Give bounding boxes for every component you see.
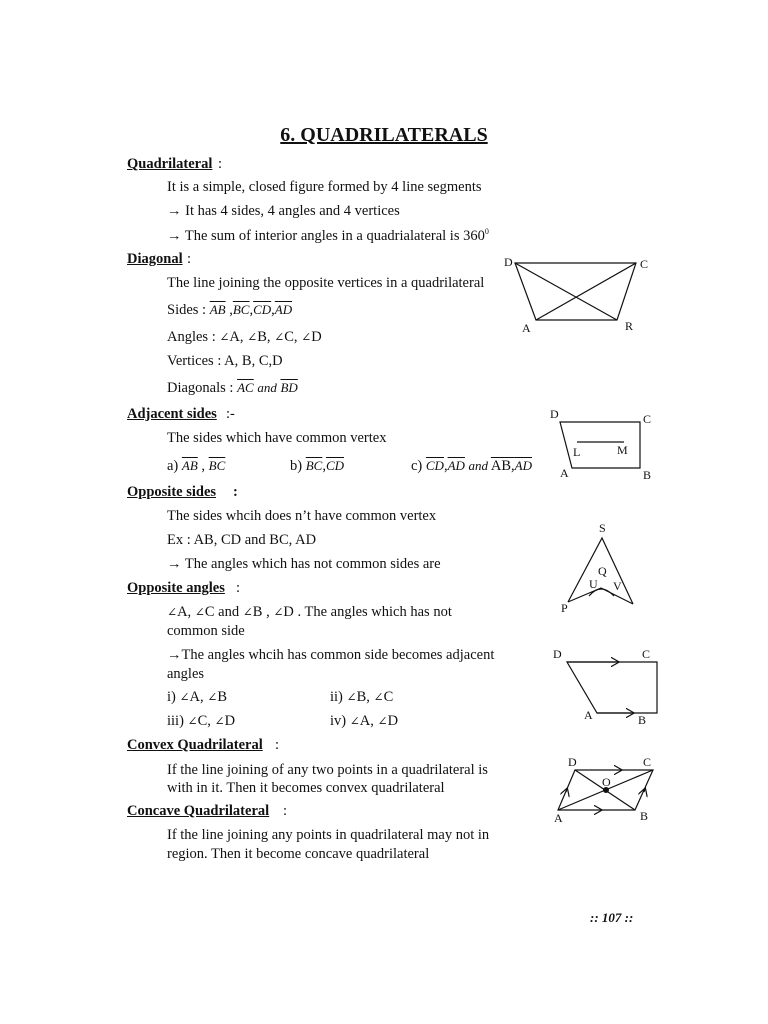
fig1-label-a: A [522, 321, 531, 335]
adjacent-example-a: a) $\overline{AB}$ , $\overline{BC}$ [167, 458, 226, 474]
angle-icon: ∠ [301, 330, 312, 344]
angle-icon: ∠ [207, 690, 218, 704]
heading-colon: : [236, 580, 241, 596]
concave-line-2: region. Then it become concave quadrilateral [167, 846, 430, 862]
heading-colon: : [187, 251, 192, 267]
angle-icon: ∠ [167, 605, 178, 619]
heading-colon: : [233, 484, 238, 500]
heading-opposite-sides: Opposite sides [127, 484, 217, 500]
angle-pair-i: i) ∠A, ∠B [167, 689, 228, 705]
heading-colon: : [283, 803, 288, 819]
fig3-label-q: Q [598, 564, 607, 578]
angle-icon: ∠ [179, 690, 190, 704]
angle-icon: ∠ [274, 330, 285, 344]
opposite-sides-example: Ex : AB, CD and BC, AD [167, 532, 317, 548]
angle-icon: ∠ [242, 605, 253, 619]
fig5-label-a: A [554, 811, 563, 825]
concave-line-1: If the line joining any points in quadrilateral may not in [167, 827, 490, 843]
diagonal-diagonals: Diagonals : $\overline{AC}$ and $\overline{BD}$ [167, 380, 298, 396]
fig5-label-c: C [643, 755, 652, 769]
fig2-label-b: B [643, 468, 652, 482]
angle-icon: ∠ [349, 714, 360, 728]
convex-line-1: If the line joining of any two points in a quadrilateral is [167, 762, 488, 778]
fig5-label-b: B [640, 809, 649, 823]
opposite-angles-note-1: →The angles whcih has common side becomes adjacent [167, 647, 495, 663]
heading-colon: : [275, 737, 280, 753]
opposite-sides-def: The sides whcih does n’t have common vertex [167, 508, 437, 524]
angle-pair-iv: iv) ∠A, ∠D [330, 713, 399, 729]
fig4-label-d: D [553, 647, 562, 661]
heading-suffix: :- [226, 406, 235, 422]
fig1-label-d: D [504, 255, 513, 269]
angle-icon: ∠ [219, 330, 230, 344]
opposite-angles-line-1: ∠A, ∠C and ∠B , ∠D . The angles which has not [167, 604, 452, 620]
angle-icon: ∠ [273, 605, 284, 619]
fig1-label-r: R [625, 319, 634, 333]
quad-line-1: It is a simple, closed figure formed by 4 line segments [167, 179, 482, 195]
heading-concave: Concave Quadrilateral [127, 803, 270, 819]
fig3-label-v: V [613, 579, 622, 593]
heading-colon: : [218, 156, 223, 172]
opposite-sides-note: → The angles which has not common sides are [167, 556, 441, 572]
fig4-label-c: C [642, 647, 651, 661]
opposite-angles-line-2: common side [167, 623, 245, 639]
fig4-label-a: A [584, 708, 593, 722]
opposite-angles-note-2: angles [167, 666, 205, 682]
arrow-icon: → [167, 203, 182, 219]
diagonal-def: The line joining the opposite vertices in a quadrilateral [167, 275, 485, 291]
fig2-label-l: L [573, 445, 581, 459]
angle-icon: ∠ [377, 714, 388, 728]
page-title: 6. QUADRILATERALS [280, 124, 488, 146]
diagonal-sides: Sides : $\overline{AB}$ $,\overline{BC},\overline{CD},\overline{AD}$ [167, 302, 293, 318]
angle-pair-iii: iii) ∠C, ∠D [167, 713, 236, 729]
arrow-icon: → [167, 556, 182, 572]
figure-adjacent-sides [560, 422, 640, 468]
angle-icon: ∠ [194, 605, 205, 619]
figure-diagonal-quadrilateral [515, 263, 636, 320]
quad-line-2: → It has 4 sides, 4 angles and 4 vertices [167, 203, 400, 219]
heading-quadrilateral: Quadrilateral [127, 156, 213, 172]
adjacent-example-b: b) $\overline{BC},\overline{CD}$ [290, 458, 345, 474]
angle-icon: ∠ [373, 690, 384, 704]
angle-icon: ∠ [247, 330, 258, 344]
page-number: :: 107 :: [590, 910, 634, 925]
adjacent-def: The sides which have common vertex [167, 430, 387, 446]
angle-icon: ∠ [346, 690, 357, 704]
convex-line-2: with in it. Then it becomes convex quadrilateral [167, 780, 445, 796]
diagonal-angles: Angles : ∠A, ∠B, ∠C, ∠D [167, 329, 322, 345]
fig2-label-d: D [550, 407, 559, 421]
arrow-icon: → [167, 647, 182, 663]
fig3-label-s: S [599, 521, 606, 535]
adjacent-example-c: c) $\overline{CD},\overline{AD}$ and $AB,\overline{AD}$ [411, 458, 532, 474]
angle-icon: ∠ [187, 714, 198, 728]
fig2-label-c: C [643, 412, 652, 426]
fig2-label-a: A [560, 466, 569, 480]
heading-convex: Convex Quadrilateral [127, 737, 263, 753]
angle-icon: ∠ [214, 714, 225, 728]
heading-opposite-angles: Opposite angles [127, 580, 225, 596]
quad-line-3: → The sum of interior angles in a quadrialateral is $360^0$ [167, 227, 489, 244]
fig3-label-p: P [561, 601, 568, 615]
heading-diagonal: Diagonal [127, 251, 183, 267]
fig5-label-d: D [568, 755, 577, 769]
arrow-icon: → [167, 227, 182, 244]
fig5-label-o: O [602, 775, 611, 789]
figure-adjacent-angles [567, 662, 657, 713]
diagonal-vertices: Vertices : A, B, C,D [167, 353, 283, 369]
fig3-label-u: U [589, 577, 598, 591]
fig1-label-c: C [640, 257, 649, 271]
heading-adjacent-sides: Adjacent sides [127, 406, 217, 422]
fig2-label-m: M [617, 443, 628, 457]
angle-pair-ii: ii) ∠B, ∠C [330, 689, 394, 705]
fig4-label-b: B [638, 713, 647, 727]
